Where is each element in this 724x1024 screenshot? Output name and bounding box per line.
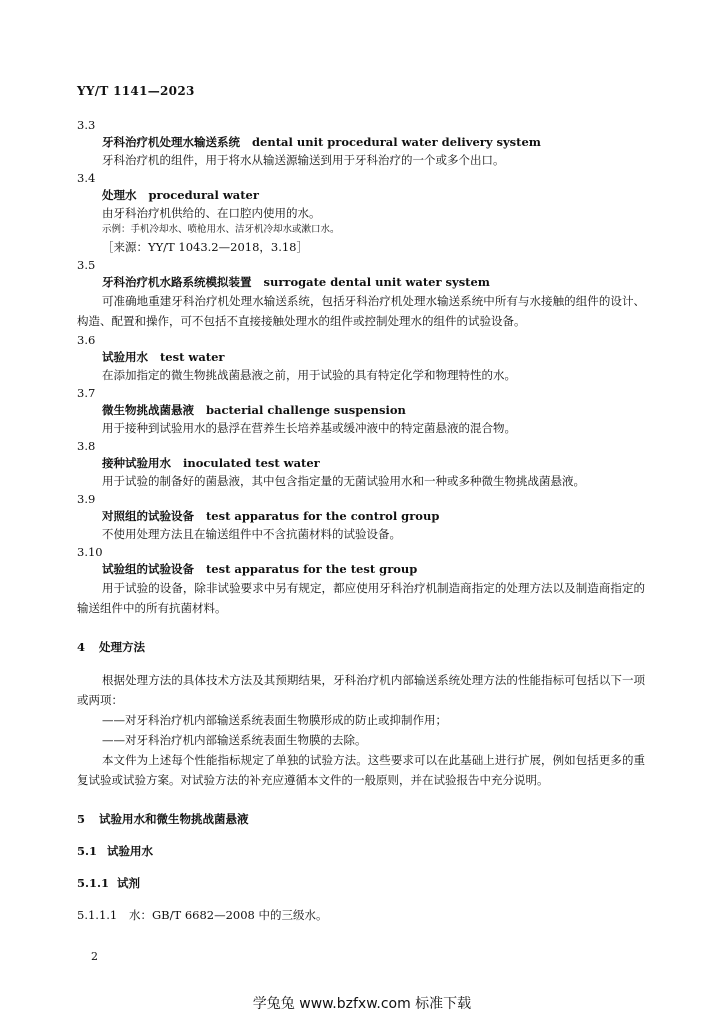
page-content <box>77 116 645 924</box>
section-paragraph: 根据处理方法的具体技术方法及其预期结果，牙科治疗机内部输送系统处理方法的性能指标可包括以下一项或两项： <box>77 673 645 707</box>
term-title-cn: 牙科治疗机水路系统模拟装置 <box>102 275 252 289</box>
section-heading <box>77 810 645 828</box>
term-number: 3.9 <box>77 492 96 506</box>
term-title <box>77 507 645 525</box>
term-definition: 用于试验的设备，除非试验要求中另有规定，都应使用牙科治疗机制造商指定的处理方法以及制造商指定的输送组件中的所有抗菌材料。 <box>77 581 645 615</box>
subsection-number: 5.1.1 <box>77 876 110 890</box>
subsection-title: 试验用水 <box>107 844 153 858</box>
term-title-cn: 微生物挑战菌悬液 <box>102 403 194 417</box>
term-definition: 用于试验的制备好的菌悬液，其中包含指定量的无菌试验用水和一种或多种微生物挑战菌悬液。 <box>102 474 585 488</box>
term-title <box>77 560 645 578</box>
term-definition: 不使用处理方法且在输送组件中不含抗菌材料的试验设备。 <box>102 527 401 541</box>
section-title: 试验用水和微生物挑战菌悬液 <box>99 812 249 826</box>
term-title <box>77 273 645 291</box>
term-number: 3.4 <box>77 171 96 185</box>
term-title <box>77 133 645 151</box>
clause <box>77 906 645 924</box>
clause-text: 水：GB/T 6682—2008 中的三级水。 <box>129 908 328 922</box>
page-number: 2 <box>91 950 98 963</box>
subsection-heading <box>77 874 645 892</box>
footer-watermark: 学兔兔 www.bzfxw.com 标准下载 <box>252 996 472 1012</box>
term-entry <box>77 332 645 384</box>
term-entry <box>77 438 645 490</box>
term-example: 示例：手机冷却水、喷枪用水、洁牙机冷却水或漱口水。 <box>102 224 340 235</box>
term-title-cn: 试验用水 <box>102 350 148 364</box>
list-item: ——对牙科治疗机内部输送系统表面生物膜的去除。 <box>102 733 367 747</box>
term-entry <box>77 117 645 169</box>
term-title-en: test apparatus for the test group <box>206 562 418 576</box>
term-entry <box>77 491 645 543</box>
term-title-cn: 接种试验用水 <box>102 456 171 470</box>
term-number: 3.5 <box>77 258 96 272</box>
term-definition: 牙科治疗机的组件，用于将水从输送源输送到用于牙科治疗的一个或多个出口。 <box>102 153 505 167</box>
term-title-en: bacterial challenge suspension <box>206 403 406 417</box>
term-entry <box>77 385 645 437</box>
term-title-en: test water <box>160 350 225 364</box>
document-code: YY/T 1141—2023 <box>77 84 195 98</box>
term-title <box>77 186 645 204</box>
term-number: 3.6 <box>77 333 96 347</box>
subsection-number: 5.1 <box>77 844 98 858</box>
term-number: 3.3 <box>77 118 96 132</box>
term-title-en: inoculated test water <box>183 456 320 470</box>
term-title-en: procedural water <box>148 188 259 202</box>
term-title-en: test apparatus for the control group <box>206 509 440 523</box>
term-title-cn: 试验组的试验设备 <box>102 562 194 576</box>
term-title <box>77 454 645 472</box>
term-title-cn: 对照组的试验设备 <box>102 509 194 523</box>
term-number: 3.7 <box>77 386 96 400</box>
term-title-cn: 处理水 <box>102 188 137 202</box>
term-number: 3.10 <box>77 545 103 559</box>
section-title: 处理方法 <box>99 640 145 654</box>
term-title-cn: 牙科治疗机处理水输送系统 <box>102 135 240 149</box>
subsection-heading <box>77 842 645 860</box>
section-number: 4 <box>77 640 86 654</box>
term-entry <box>77 257 645 331</box>
term-number: 3.8 <box>77 439 96 453</box>
term-title-en: surrogate dental unit water system <box>263 275 490 289</box>
term-title <box>77 348 645 366</box>
section-paragraph: 本文件为上述每个性能指标规定了单独的试验方法。这些要求可以在此基础上进行扩展，例如包括更多的重复试验或试验方案。对试验方法的补充应遵循本文件的一般原则，并在试验报告中充分说明。 <box>77 753 645 787</box>
section-heading <box>77 638 645 656</box>
term-definition: 用于接种到试验用水的悬浮在营养生长培养基或缓冲液中的特定菌悬液的混合物。 <box>102 421 516 435</box>
term-entry <box>77 544 645 618</box>
term-entry <box>77 170 645 256</box>
list-item: ——对牙科治疗机内部输送系统表面生物膜形成的防止或抑制作用； <box>102 713 447 727</box>
subsection-title: 试剂 <box>117 876 140 890</box>
term-definition: 可准确地重建牙科治疗机处理水输送系统，包括牙科治疗机处理水输送系统中所有与水接触的组件的设计、构造、配置和操作，可不包括不直接接触处理水的组件或控制处理水的组件的试验设备。 <box>77 294 645 328</box>
clause-number: 5.1.1.1 <box>77 908 118 922</box>
term-title-en: dental unit procedural water delivery system <box>252 135 541 149</box>
term-source: ［来源：YY/T 1043.2—2018，3.18］ <box>102 240 308 254</box>
term-definition: 由牙科治疗机供给的、在口腔内使用的水。 <box>102 206 321 220</box>
term-definition: 在添加指定的微生物挑战菌悬液之前，用于试验的具有特定化学和物理特性的水。 <box>102 368 516 382</box>
section-number: 5 <box>77 812 86 826</box>
term-title <box>77 401 645 419</box>
